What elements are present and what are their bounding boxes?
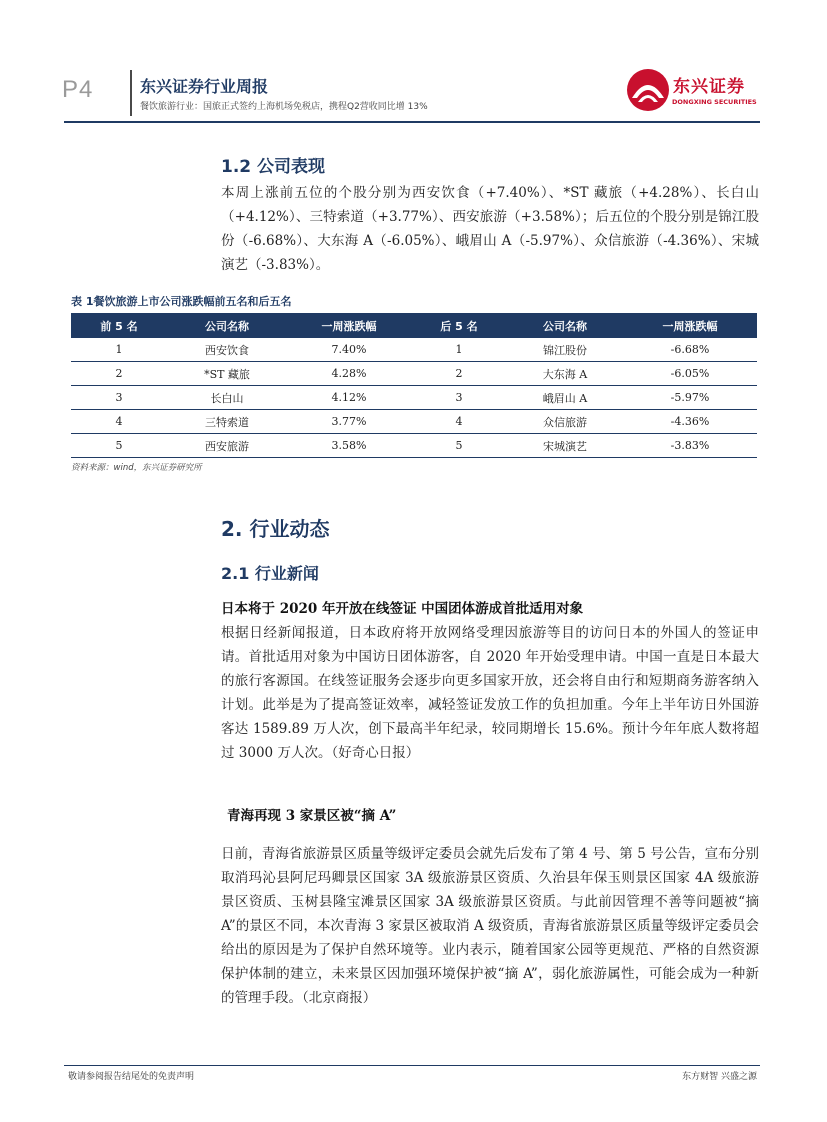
table-cell: 5 (71, 434, 167, 458)
section-heading-company-performance: 1.2 公司表现 (221, 157, 326, 177)
table-row (71, 338, 757, 362)
table-cell: -4.36% (623, 410, 757, 434)
footer-rule (64, 1065, 760, 1066)
table-caption: 表 1餐饮旅游上市公司涨跌幅前五名和后五名 (71, 295, 292, 308)
table-cell: 三特索道 (167, 410, 287, 434)
table-cell: 5 (411, 434, 507, 458)
table-cell: 众信旅游 (507, 410, 623, 434)
table-cell: 3 (71, 386, 167, 410)
table-cell: -5.97% (623, 386, 757, 410)
table-cell: 7.40% (287, 338, 411, 362)
news-body-japan-visa: 根据日经新闻报道，日本政府将开放网络受理因旅游等目的访问日本的外国人的签证申请。首批适用对象为中国访日团体游客，自 2020 年开始受理申请。中国一直是日本最大的旅行客源国。在线签证服务会逐步向更多国家开放，还会将自由行和短期商务游客纳入计划。此举是为了提高签证效率，减轻签证发放工作的负担加重。今年上半年访日外国游客达 1589.89 万人次，创下最高半年纪录，较同期增长 15.6%。预计今年年底人数将超过 3000 万人次。（好奇心日报） (221, 625, 759, 761)
table-source-note: 资料来源：wind，东兴证券研究所 (71, 463, 202, 473)
page-number: P4 (62, 76, 94, 103)
table-cell: 2 (411, 362, 507, 386)
report-title: 东兴证券行业周报 (140, 77, 269, 96)
footer-disclaimer: 敬请参阅报告结尾处的免责声明 (68, 1072, 195, 1082)
col-header-top-rank: 前 5 名 (71, 313, 167, 338)
table-cell: 峨眉山 A (507, 386, 623, 410)
news-title-qinghai-scenic: 青海再现 3 家景区被“摘 A” (227, 808, 397, 824)
table-row (71, 362, 757, 386)
table-cell: 大东海 A (507, 362, 623, 386)
logo-text: 东兴证券 (673, 77, 745, 97)
company-logo (626, 68, 758, 114)
table-cell: 锦江股份 (507, 338, 623, 362)
news-body-qinghai-scenic: 日前，青海省旅游景区质量等级评定委员会就先后发布了第 4 号、第 5 号公告，宣布分别取消玛沁县阿尼玛卿景区国家 3A 级旅游景区资质、久治县年保玉则景区国家 4A 级旅游景区资质、玉树县隆宝滩景区国家 3A 级旅游景区资质。与此前因管理不善等问题被“摘 A”的景区不同，本次青海 3 家景区被取消 A 级资质，青海省旅游景区质量等级评定委员会给出的原因是为了保护自然环境等。业内表示，随着国家公园等更规范、严格的自然资源保护体制的建立，未来景区因加强环境保护被“摘 A”，弱化旅游属性，可能会成为一种新的管理手段。（北京商报） (221, 846, 759, 1006)
table-cell: 宋城演艺 (507, 434, 623, 458)
performance-table (71, 313, 757, 458)
table-cell: 3.77% (287, 410, 411, 434)
table-cell: 1 (411, 338, 507, 362)
table-row (71, 434, 757, 458)
table-cell: 3.58% (287, 434, 411, 458)
table-cell: -6.05% (623, 362, 757, 386)
table-cell: 西安旅游 (167, 434, 287, 458)
table-cell: -6.68% (623, 338, 757, 362)
table-cell: 2 (71, 362, 167, 386)
table-header-row (71, 313, 757, 338)
table-cell: 长白山 (167, 386, 287, 410)
col-header-top-change: 一周涨跌幅 (287, 313, 411, 338)
table-cell: *ST 藏旅 (167, 362, 287, 386)
header-separator (130, 70, 132, 116)
header-rule (64, 121, 760, 123)
col-header-bottom-company: 公司名称 (507, 313, 623, 338)
table-cell: -3.83% (623, 434, 757, 458)
news-title-japan-visa: 日本将于 2020 年开放在线签证 中国团体游成首批适用对象 (221, 601, 584, 617)
col-header-bottom-rank: 后 5 名 (411, 313, 507, 338)
section-heading-industry-dynamics: 2. 行业动态 (221, 517, 330, 541)
table-cell: 1 (71, 338, 167, 362)
table-cell: 4 (71, 410, 167, 434)
table-cell: 西安饮食 (167, 338, 287, 362)
table-row (71, 386, 757, 410)
table-row (71, 410, 757, 434)
col-header-top-company: 公司名称 (167, 313, 287, 338)
logo-english-text: DONGXING SECURITIES (672, 98, 757, 106)
company-performance-paragraph: 本周上涨前五位的个股分别为西安饮食（+7.40%）、*ST 藏旅（+4.28%）、长白山（+4.12%）、三特索道（+3.77%）、西安旅游（+3.58%）；后五位的个股分别是锦江股份（-6.68%）、大东海 A（-6.05%）、峨眉山 A（-5.97%）、众信旅游（-4.36%）、宋城演艺（-3.83%）。 (221, 185, 759, 273)
table-cell: 3 (411, 386, 507, 410)
col-header-bottom-change: 一周涨跌幅 (623, 313, 757, 338)
logo-mark-icon (626, 68, 670, 112)
report-subtitle: 餐饮旅游行业：国旅正式签约上海机场免税店，携程Q2营收同比增 13% (140, 102, 428, 112)
footer-slogan: 东方财智 兴盛之源 (682, 1072, 757, 1082)
table-cell: 4.12% (287, 386, 411, 410)
table-cell: 4 (411, 410, 507, 434)
table-cell: 4.28% (287, 362, 411, 386)
section-heading-industry-news: 2.1 行业新闻 (221, 564, 319, 583)
